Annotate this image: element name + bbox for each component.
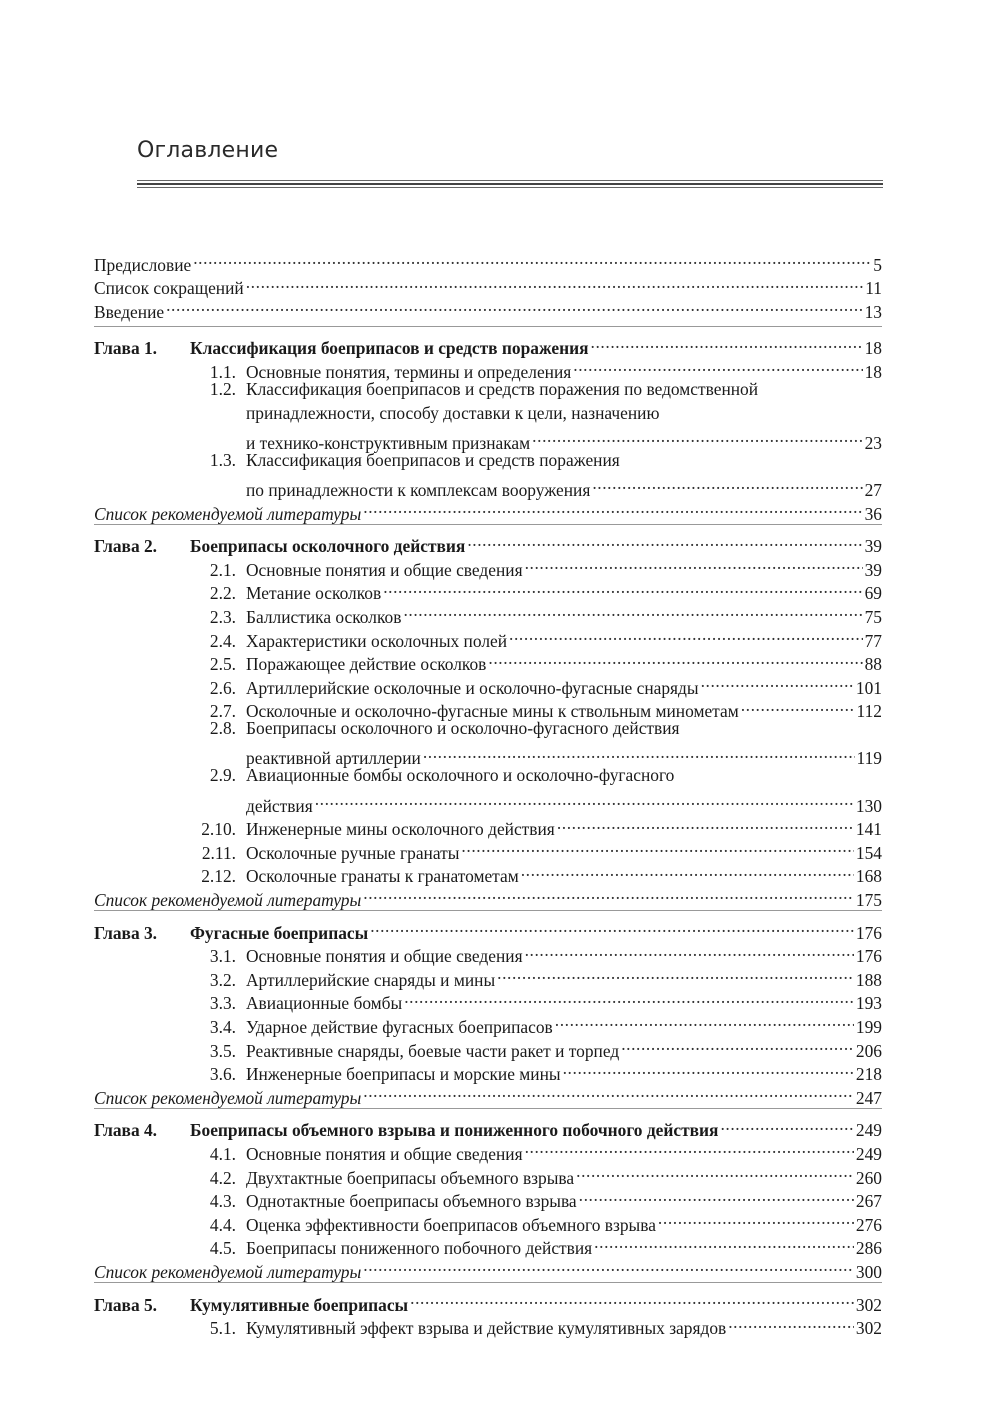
dot-leader <box>423 741 855 765</box>
literature-entry[interactable] <box>94 496 882 524</box>
section-title: Оценка эффективности боеприпасов объемного взрыва <box>246 1214 656 1235</box>
page-number: 267 <box>855 1191 882 1212</box>
page-number: 247 <box>855 1087 882 1108</box>
chapter-label: Глава 1. <box>94 338 158 359</box>
section-title: по принадлежности к комплексам вооружения <box>246 479 591 500</box>
section-number: 1.3. <box>209 449 236 470</box>
section-title: Авиационные бомбы осколочного и осколочно-фугасного <box>246 765 675 786</box>
section-number: 3.4. <box>209 1017 236 1037</box>
page-number: 168 <box>855 866 882 887</box>
section-number: 1.2. <box>209 378 236 399</box>
dot-leader <box>488 647 862 671</box>
section-number: 2.5. <box>209 654 236 675</box>
section-title: Осколочные гранаты к гранатометам <box>246 866 519 887</box>
section-number: 4.3. <box>209 1191 236 1212</box>
dot-leader <box>576 1160 854 1184</box>
section-entry[interactable] <box>94 788 882 816</box>
chapter-heading[interactable] <box>94 915 882 943</box>
dot-leader <box>363 1080 854 1104</box>
page-number: 249 <box>855 1143 882 1164</box>
dot-leader <box>525 552 863 576</box>
page-number: 119 <box>856 748 882 769</box>
section-number: 3.1. <box>209 946 236 967</box>
chapter-block <box>94 524 882 911</box>
section-entry[interactable] <box>94 402 882 426</box>
section-title: Основные понятия и общие сведения <box>246 559 523 580</box>
section-entry[interactable] <box>94 717 882 741</box>
dot-leader <box>741 694 855 718</box>
section-number: 3.3. <box>209 993 236 1014</box>
dot-leader <box>573 354 862 378</box>
chapter-label: Глава 3. <box>94 922 158 943</box>
page-number: 39 <box>864 559 882 580</box>
dot-leader <box>383 576 862 600</box>
section-number: 1.1. <box>209 361 236 382</box>
section-entry[interactable] <box>94 812 882 840</box>
dot-leader <box>363 882 854 906</box>
chapter-heading[interactable] <box>94 1113 882 1141</box>
page-number: 300 <box>855 1261 882 1282</box>
entry-title: Предисловие <box>94 254 192 275</box>
section-number: 4.2. <box>209 1167 236 1188</box>
section-title: Основные понятия и общие сведения <box>246 1143 523 1164</box>
section-title: Артиллерийские осколочные и осколочно-фугасные снаряды <box>246 677 699 698</box>
chapter-title: Боеприпасы осколочного действия <box>190 536 466 557</box>
page-number: 36 <box>864 503 882 524</box>
page-number: 88 <box>864 654 882 675</box>
section-title: Осколочные и осколочно-фугасные мины к ствольным минометам <box>246 701 739 722</box>
dot-leader <box>315 788 854 812</box>
chapter-block <box>94 1108 882 1282</box>
dot-leader <box>701 670 854 694</box>
section-number: 4.5. <box>209 1238 236 1259</box>
chapter-title: Кумулятивные боеприпасы <box>190 1294 409 1315</box>
page-number: 130 <box>855 795 882 816</box>
section-number: 2.1. <box>209 559 236 580</box>
section-number: 5.1. <box>209 1318 236 1339</box>
dot-leader <box>467 529 862 553</box>
entry-title: Список сокращений <box>94 278 244 299</box>
section-number: 3.5. <box>209 1040 236 1061</box>
section-number: 2.7. <box>209 701 236 722</box>
page-number: 218 <box>855 1064 882 1085</box>
section-number: 3.2. <box>209 969 236 990</box>
chapter-title: Боеприпасы объемного взрыва и пониженного побочного действия <box>190 1120 719 1141</box>
chapter-block <box>94 910 882 1108</box>
page-number: 249 <box>855 1120 882 1141</box>
toc-entry[interactable] <box>94 271 882 299</box>
page-number: 101 <box>855 677 882 698</box>
dot-leader <box>166 294 863 318</box>
section-title: Инженерные боеприпасы и морские мины <box>246 1064 561 1085</box>
section-title: действия <box>246 795 313 816</box>
section-title: Ударное действие фугасных боеприпасов <box>246 1017 553 1037</box>
chapter-title: Классификация боеприпасов и средств поражения <box>190 338 589 359</box>
section-number: 2.12. <box>201 866 236 887</box>
dot-leader <box>521 859 854 883</box>
page-number: 286 <box>855 1238 882 1259</box>
page-number: 77 <box>864 630 882 651</box>
section-title: Основные понятия, термины и определения <box>246 361 572 382</box>
section-title: Однотактные боеприпасы объемного взрыва <box>246 1191 577 1212</box>
page-number: 260 <box>855 1167 882 1188</box>
section-number: 3.6. <box>209 1064 236 1085</box>
dot-leader <box>370 915 854 939</box>
page-number: 302 <box>855 1318 882 1339</box>
dot-leader <box>563 1057 854 1081</box>
dot-leader <box>592 472 862 496</box>
entry-title: Введение <box>94 301 165 322</box>
section-title: принадлежности, способу доставки к цели, назначению <box>246 402 660 423</box>
page-number: 302 <box>855 1294 882 1315</box>
page-number: 176 <box>855 946 882 967</box>
page-number: 112 <box>856 701 882 722</box>
literature-title: Список рекомендуемой литературы <box>94 890 362 911</box>
dot-leader <box>594 1231 854 1255</box>
literature-title: Список рекомендуемой литературы <box>94 1261 362 1282</box>
section-number: 2.4. <box>209 630 236 651</box>
page-number: 175 <box>855 890 882 911</box>
table-of-contents <box>94 247 882 1339</box>
section-number: 2.8. <box>209 718 236 739</box>
dot-leader <box>461 835 853 859</box>
section-number: 2.9. <box>209 765 236 786</box>
chapter-label: Глава 4. <box>94 1120 158 1141</box>
section-entry[interactable] <box>94 449 882 473</box>
section-number: 2.3. <box>209 606 236 627</box>
section-title: Двухтактные боеприпасы объемного взрыва <box>246 1167 575 1188</box>
page-number: 23 <box>864 432 882 453</box>
page-number: 154 <box>855 842 882 863</box>
literature-title: Список рекомендуемой литературы <box>94 503 362 524</box>
chapter-block <box>94 1282 882 1339</box>
section-title: Основные понятия и общие сведения <box>246 946 523 967</box>
section-number: 2.11. <box>201 842 236 863</box>
section-title: Кумулятивный эффект взрыва и действие кумулятивных зарядов <box>246 1318 727 1339</box>
section-title: Классификация боеприпасов и средств поражения <box>246 449 620 470</box>
title-rule-bottom <box>137 187 883 188</box>
section-entry[interactable] <box>94 425 882 453</box>
page-number: 193 <box>855 993 882 1014</box>
page-number: 5 <box>873 254 882 275</box>
dot-leader <box>621 1033 854 1057</box>
dot-leader <box>246 271 864 295</box>
section-title: Осколочные ручные гранаты <box>246 842 460 863</box>
page-number: 39 <box>864 536 882 557</box>
dot-leader <box>509 623 863 647</box>
dot-leader <box>557 812 854 836</box>
dot-leader <box>728 1311 854 1335</box>
chapter-block <box>94 326 882 524</box>
section-title: Боеприпасы осколочного и осколочно-фугасного действия <box>246 718 680 739</box>
section-title: Классификация боеприпасов и средств поражения по ведомственной <box>246 378 759 399</box>
title-rule-middle <box>137 183 883 185</box>
dot-leader <box>720 1113 853 1137</box>
page-number: 176 <box>855 922 882 943</box>
section-title: Инженерные мины осколочного действия <box>246 819 555 840</box>
page-number: 27 <box>864 479 882 500</box>
section-title: Реактивные снаряды, боевые части ракет и торпед <box>246 1040 620 1061</box>
dot-leader <box>525 1136 854 1160</box>
page-number: 69 <box>864 583 882 604</box>
chapter-heading[interactable] <box>94 529 882 557</box>
chapter-label: Глава 2. <box>94 536 158 557</box>
page-number: 75 <box>864 606 882 627</box>
section-title: Авиационные бомбы <box>246 993 403 1014</box>
dot-leader <box>363 496 862 520</box>
page-number: 18 <box>864 338 882 359</box>
toc-entry[interactable] <box>94 294 882 322</box>
dot-leader <box>193 247 871 271</box>
dot-leader <box>410 1287 854 1311</box>
dot-leader <box>403 599 862 623</box>
section-entry[interactable] <box>94 764 882 788</box>
section-number: 2.10. <box>201 819 236 840</box>
section-number: 2.6. <box>209 677 236 698</box>
chapter-label: Глава 5. <box>94 1294 158 1315</box>
section-number: 4.1. <box>209 1143 236 1164</box>
section-title: Баллистика осколков <box>246 606 402 627</box>
dot-leader <box>525 939 854 963</box>
section-title: и технико-конструктивным признакам <box>246 432 531 453</box>
dot-leader <box>363 1254 854 1278</box>
page-number: 18 <box>864 361 882 382</box>
literature-title: Список рекомендуемой литературы <box>94 1087 362 1108</box>
chapter-title: Фугасные боеприпасы <box>190 922 369 943</box>
page-number: 13 <box>864 301 882 322</box>
section-entry[interactable] <box>94 741 882 769</box>
page-number: 276 <box>855 1214 882 1235</box>
section-number: 2.2. <box>209 583 236 604</box>
section-entry[interactable] <box>94 378 882 402</box>
title-rule-top <box>137 180 883 181</box>
page-number: 199 <box>855 1017 882 1037</box>
section-title: Характеристики осколочных полей <box>246 630 508 651</box>
dot-leader <box>497 962 854 986</box>
chapter-heading[interactable] <box>94 1287 882 1315</box>
section-title: реактивной артиллерии <box>246 748 421 769</box>
page-number: 206 <box>855 1040 882 1061</box>
page-number: 11 <box>865 278 882 299</box>
section-entry[interactable] <box>94 472 882 500</box>
section-number: 4.4. <box>209 1214 236 1235</box>
front-matter <box>94 247 882 322</box>
dot-leader <box>532 425 862 449</box>
dot-leader <box>579 1184 854 1208</box>
page-number: 188 <box>855 969 882 990</box>
dot-leader <box>658 1207 854 1231</box>
page-number: 141 <box>855 819 882 840</box>
section-title: Метание осколков <box>246 583 382 604</box>
dot-leader <box>555 1009 854 1033</box>
section-title: Артиллерийские снаряды и мины <box>246 969 496 990</box>
chapter-heading[interactable] <box>94 331 882 359</box>
dot-leader <box>404 986 854 1010</box>
dot-leader <box>591 331 863 355</box>
section-title: Поражающее действие осколков <box>246 654 487 675</box>
toc-entry[interactable] <box>94 247 882 275</box>
page-title: Оглавление <box>137 138 279 163</box>
section-title: Боеприпасы пониженного побочного действия <box>246 1238 593 1259</box>
